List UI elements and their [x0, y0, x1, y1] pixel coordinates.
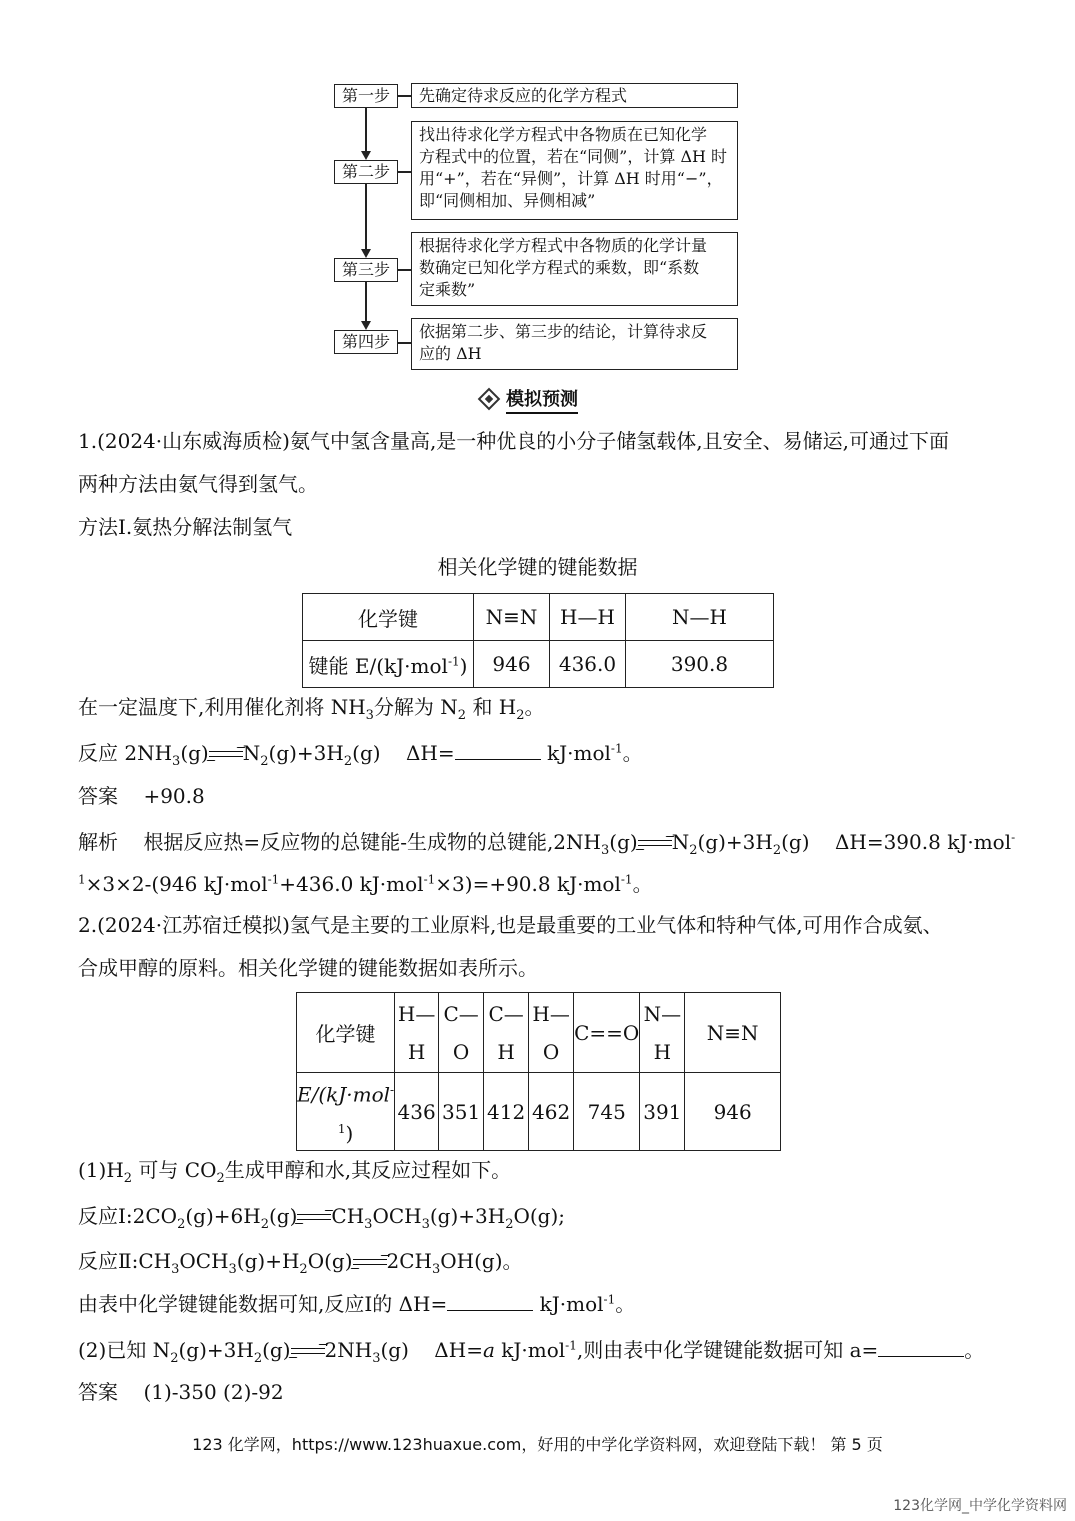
step-2-desc: 找出待求化学方程式中各物质在已知化学 方程式中的位置，若在“同侧”，计算 ΔH 时 用“+”，若在“异侧”，计算 ΔH 时用“−”， 即“同侧相加、异侧相减”	[411, 121, 738, 220]
q1-method: 方法Ⅰ.氨热分解法制氢气	[78, 515, 293, 539]
q2-reaction2: 反应$Ⅱ:CH_3OCH_3(g)+H_2O(g)$ $2CH_3OH(g)$。	[78, 1249, 523, 1277]
q1-condition: 在一定温度下,利用催化剂将 $NH_3$分解为 $N_2$ 和 $H_2$。	[78, 695, 545, 723]
q1-intro-line2: 两种方法由氨气得到氢气。	[78, 472, 318, 496]
equilibrium-arrow-icon	[209, 748, 243, 762]
step-4-desc: 依据第二步、第三步的结论，计算待求反 应的 ΔH	[411, 318, 738, 370]
q1-answer-blank	[455, 741, 541, 760]
equilibrium-arrow-icon	[291, 1345, 325, 1359]
step-2-label: 第二步	[334, 160, 398, 184]
q2-intro-line1: 2.(2024·江苏宿迁模拟)氢气是主要的工业原料,也是最重要的工业气体和特种气体,可用作合成氨、	[78, 913, 943, 937]
page-footer: 123 化学网，https://www.123huaxue.com，好用的中学化学资料网，欢迎登陆下载！ 第 5 页	[192, 1435, 883, 1454]
q1-analysis: 解析 根据反应热=反应物的总键能-生成物的总键能$,2NH_3(g)$ $N_2(g)+3H_2(g)$ ΔH=390.8 kJ·mol-	[78, 830, 1016, 858]
equilibrium-arrow-icon	[297, 1211, 331, 1225]
q1-answer: 答案 +90.8	[78, 784, 205, 808]
watermark: 123化学网_中学化学资料网	[893, 1498, 1067, 1514]
q2-part2-question: (2)已知 $N_2(g)+3H_2(g)$ $2NH_3(g)$ ΔH=a kJ·mol$^{-1}$,则由表中化学键键能数据可知 a= 。	[78, 1338, 985, 1366]
step-1-desc: 先确定待求反应的化学方程式	[411, 83, 738, 108]
equilibrium-arrow-icon	[638, 837, 672, 851]
q2-part1-blank	[447, 1292, 533, 1311]
q2-answer: 答案 (1)-350 (2)-92	[78, 1380, 284, 1404]
step-3-desc: 根据待求化学方程式中各物质的化学计量 数确定已知化学方程式的乘数，即“系数 定乘数”	[411, 232, 738, 306]
q2-part1-intro: $(1)H_2$ 可与 $CO_2$生成甲醇和水,其反应过程如下。	[78, 1158, 512, 1186]
q2-part1-question: 由表中化学键键能数据可知,反应Ⅰ的 ΔH= kJ·mol$^{-1}$。	[78, 1292, 636, 1316]
q1-intro-line1: 1.(2024·山东威海质检)氨气中氢含量高,是一种优良的小分子储氢载体,且安全、易储运,可通过下面	[78, 429, 950, 453]
q1-analysis-line2: $^1$×3×2-(946 kJ·mol$^{-1}$+436.0 kJ·mol$^{-1}$×3)=+90.8 kJ·mol$^{-1}$。	[78, 872, 653, 896]
q1-table-caption: 相关化学键的键能数据	[437, 555, 638, 579]
step-3-label: 第三步	[334, 258, 398, 282]
diamond-icon	[478, 388, 501, 411]
q2-intro-line2: 合成甲醇的原料。相关化学键的键能数据如表所示。	[78, 956, 538, 980]
q2-bond-table: 化学键 H— H C— O C— H H— O C==O N— H N≡N E/(kJ·mol- $^1$) 436 351 412 462 745 391 946	[296, 992, 781, 1151]
section-title: 模拟预测	[481, 385, 578, 413]
step-1-label: 第一步	[334, 84, 398, 108]
q2-part2-blank	[878, 1338, 964, 1357]
q1-bond-table: 化学键 N≡N H—H N—H 键能 E/(kJ·mol$^{-1}$) 946 436.0 390.8	[302, 593, 774, 688]
equilibrium-arrow-icon	[353, 1256, 387, 1270]
q1-reaction: 反应 $2NH_3(g)$ $N_2(g)+3H_2(g)$ ΔH= kJ·mol$^{-1}$。	[78, 741, 643, 769]
q2-reaction1: 反应$Ⅰ:2CO_2(g)+6H_2(g)$ $CH_3OCH_3(g)+3H_2O(g)$;	[78, 1204, 566, 1232]
step-4-label: 第四步	[334, 330, 398, 354]
